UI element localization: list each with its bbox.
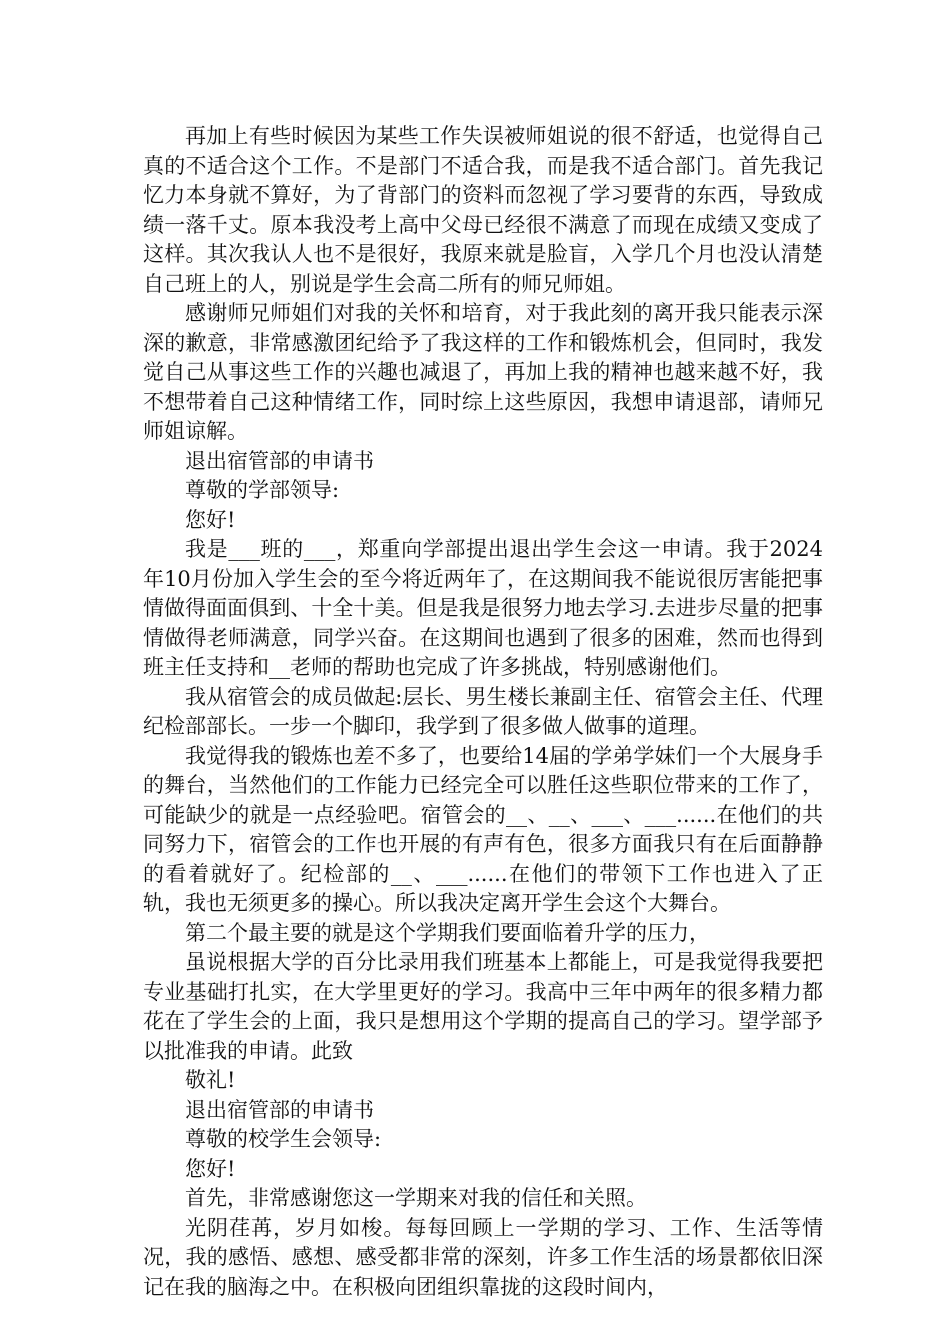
paragraph-second-reason: 第二个最主要的就是这个学期我们要面临着升学的压力， — [185, 920, 710, 945]
paragraph-successors: 我觉得我的锻炼也差不多了，也要给14届的学弟学妹们一个大展身手的舞台，当然他们的工作能力已经完全可以胜任这些职位带来的工作了，可能缺少的就是一点经验吧。宿管会的__、__、___、___......在他们的共同努力下，宿管会的工作也开展的有声有色，很多方面我只有在后面静静的看着就好了。纪检部的__、___......在他们的带领下工作也进入了正轨，我也无须更多的操心。所以我决定离开学生会这个大舞台。 — [143, 743, 823, 915]
letter-salutation: 尊敬的学部领导: — [185, 478, 340, 502]
letter-title: 退出宿管部的申请书 — [185, 448, 374, 473]
paragraph-reflection: 光阴荏苒，岁月如梭。每每回顾上一学期的学习、工作、生活等情况，我的感悟、感想、感受都非常的深刻，许多工作生活的场景都依旧深记在我的脑海之中。在积极向团组织靠拢的这段时间内， — [143, 1215, 823, 1299]
letter-salutation-2: 尊敬的校学生会领导: — [185, 1127, 382, 1151]
paragraph-study-focus: 虽说根据大学的百分比录用我们班基本上都能上，可是我觉得我要把专业基础打扎实，在大学里更好的学习。我高中三年中两年的很多精力都花在了学生会的上面，我只是想用这个学期的提高自己的学习。望学部予以批准我的申请。此致 — [143, 950, 823, 1063]
paragraph-gratitude-resignation: 感谢师兄师姐们对我的关怀和培育，对于我此刻的离开我只能表示深深的歉意，非常感激团纪给予了我这样的工作和锻炼机会，但同时，我发觉自己从事这些工作的兴趣也减退了，再加上我的精神也越来越不好，我不想带着自己这种情绪工作，同时综上这些原因，我想申请退部，请师兄师姐谅解。 — [143, 301, 823, 443]
letter-greeting-2: 您好! — [185, 1156, 236, 1181]
document-page — [143, 122, 823, 1302]
paragraph-misfit-reasons: 再加上有些时候因为某些工作失误被师姐说的很不舒适，也觉得自己真的不适合这个工作。不是部门不适合我，而是我不适合部门。首先我记忆力本身就不算好，为了背部门的资料而忽视了学习要背的东西，导致成绩一落千丈。原本我没考上高中父母已经很不满意了而现在成绩又变成了这样。其次我认人也不是很好，我原来就是脸盲，入学几个月也没认清楚自己班上的人，别说是学生会高二所有的师兄师姐。 — [143, 124, 823, 296]
paragraph-thanks: 首先，非常感谢您这一学期来对我的信任和关照。 — [185, 1186, 647, 1210]
paragraph-application-intro: 我是___班的___，郑重向学部提出退出学生会这一申请。我于2024年10月份加入学生会的至今将近两年了，在这期间我不能说很厉害能把事情做得面面俱到、十全十美。但是我是很努力地去学习.去进步尽量的把事情做得老师满意，同学兴奋。在这期间也遇到了很多的困难，然而也得到班主任支持和__老师的帮助也完成了许多挑战，特别感谢他们。 — [143, 537, 823, 679]
letter-closing: 敬礼! — [185, 1068, 236, 1092]
letter-greeting: 您好! — [185, 507, 236, 532]
letter-title-2: 退出宿管部的申请书 — [185, 1097, 374, 1122]
paragraph-positions-held: 我从宿管会的成员做起:层长、男生楼长兼副主任、宿管会主任、代理纪检部部长。一步一个脚印，我学到了很多做人做事的道理。 — [143, 684, 823, 738]
